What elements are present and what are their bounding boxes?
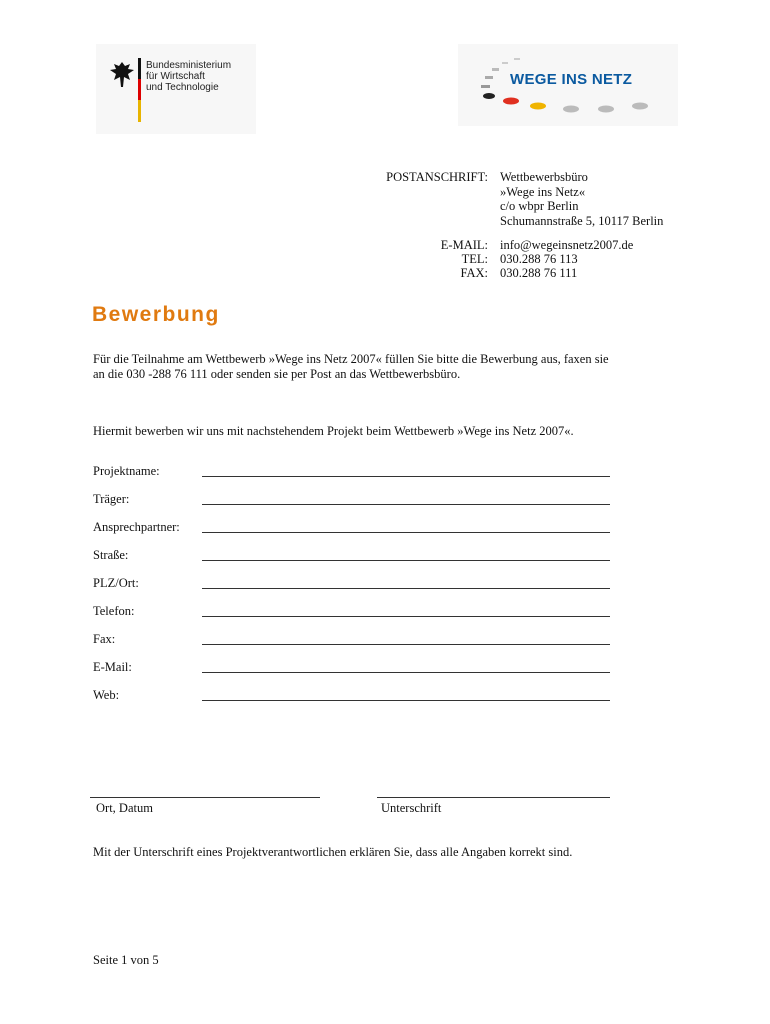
page-title: Bewerbung xyxy=(92,303,220,326)
field-line-web[interactable] xyxy=(202,700,610,701)
wege-ins-netz-title: WEGE INS NETZ xyxy=(510,71,633,88)
field-label-fax: Fax: xyxy=(93,632,116,646)
hiermit-text: Hiermit bewerben wir uns mit nachstehendem Projekt beim Wettbewerb »Wege ins Netz 2007«. xyxy=(93,424,574,438)
tel-label: TEL: xyxy=(461,252,488,266)
field-label-ansprechpartner: Ansprechpartner: xyxy=(93,520,180,534)
field-label-projektname: Projektname: xyxy=(93,464,160,478)
field-line-strasse[interactable] xyxy=(202,560,610,561)
email-value[interactable]: info@wegeinsnetz2007.de xyxy=(500,238,634,252)
field-line-telefon[interactable] xyxy=(202,616,610,617)
ort-datum-label: Ort, Datum xyxy=(96,801,153,815)
ministry-name: Bundesministerium für Wirtschaft und Technologie xyxy=(146,60,232,93)
field-line-traeger[interactable] xyxy=(202,504,610,505)
field-label-telefon: Telefon: xyxy=(93,604,135,618)
intro-text-line1: Für die Teilnahme am Wettbewerb »Wege ins Netz 2007« füllen Sie bitte die Bewerbung aus, faxen sie xyxy=(93,352,609,366)
unterschrift-line[interactable] xyxy=(377,797,610,798)
federal-eagle-icon xyxy=(108,60,136,90)
wege-ins-netz-logo xyxy=(458,44,678,126)
email-label: E-MAIL: xyxy=(440,238,488,252)
fax-label: FAX: xyxy=(460,266,488,280)
ort-datum-line[interactable] xyxy=(90,797,320,798)
ministry-logo xyxy=(96,44,256,134)
field-line-ansprechpartner[interactable] xyxy=(202,532,610,533)
disclaimer-text: Mit der Unterschrift eines Projektverantwortlichen erklären Sie, dass alle Angaben korrekt sind. xyxy=(93,845,573,859)
field-label-strasse: Straße: xyxy=(93,548,129,562)
field-line-email[interactable] xyxy=(202,672,610,673)
intro-text-line2: an die 030 -288 76 111 oder senden sie per Post an das Wettbewerbsbüro. xyxy=(93,367,461,381)
field-label-plz-ort: PLZ/Ort: xyxy=(93,576,139,590)
postanschrift-address: Wettbewerbsbüro »Wege ins Netz« c/o wbpr Berlin Schumannstraße 5, 10117 Berlin xyxy=(500,170,664,228)
field-label-email: E-Mail: xyxy=(93,660,132,674)
field-line-plz-ort[interactable] xyxy=(202,588,610,589)
flag-stripe xyxy=(138,58,141,122)
fax-value: 030.288 76 111 xyxy=(500,266,578,280)
postanschrift-label: POSTANSCHRIFT: xyxy=(386,170,488,184)
page-number: Seite 1 von 5 xyxy=(93,953,159,967)
field-label-traeger: Träger: xyxy=(93,492,130,506)
field-label-web: Web: xyxy=(93,688,120,702)
field-line-projektname[interactable] xyxy=(202,476,610,477)
field-line-fax[interactable] xyxy=(202,644,610,645)
tel-value: 030.288 76 113 xyxy=(500,252,578,266)
unterschrift-label: Unterschrift xyxy=(381,801,442,815)
